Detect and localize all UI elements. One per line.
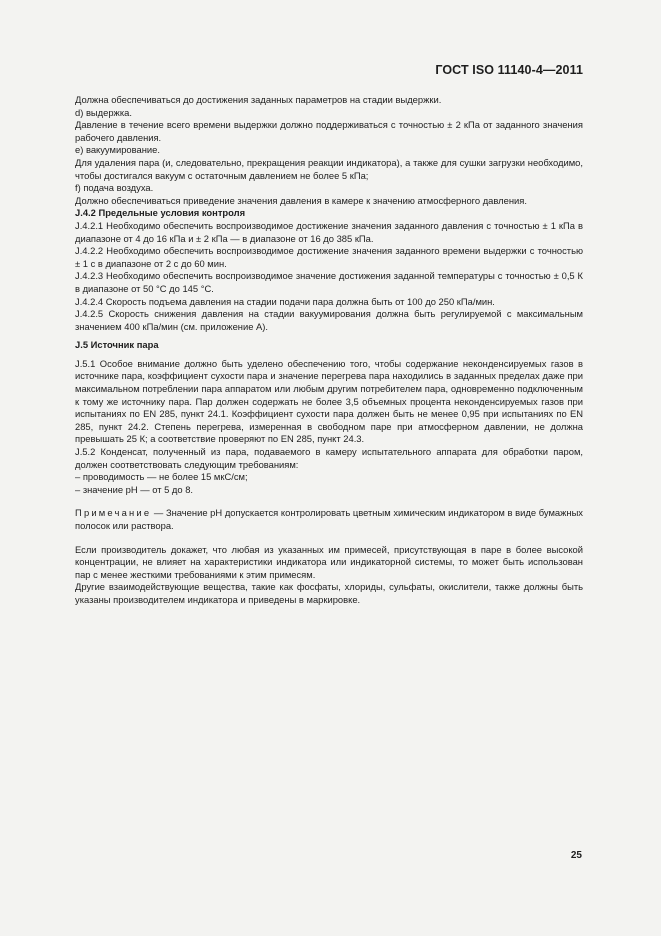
list-item-conductivity: – проводимость — не более 15 мкС/см; [75,471,248,483]
paragraph: Если производитель докажет, что любая из указанных им примесей, присутствующая в паре в более высокой концентрации, не влияет на характеристики индикатора или индикаторной системы, то может быть использован пар с менее жесткими требованиями к этим примесям. [75,543,583,580]
clause-j421: J.4.2.1 Необходимо обеспечить воспроизводимое достижение значения заданного давления с точностью ± 1 кПа в диапазоне от 4 до 16 кПа и ± 2 кПа — в диапазоне от 16 до 385 кПа. [75,219,583,244]
note-text: — Значение pH допускается контролировать цветным химическим индикатором в виде бумажных полосок или раствора. [75,507,583,531]
document-body [75,94,583,607]
list-item-d: d) выдержка. [75,106,132,118]
paragraph: Для удаления пара (и, следовательно, прекращения реакции индикатора), а также для сушки загрузки необходимо, чтобы достигался вакуум с остаточным давлением не более 5 кПа; [75,156,583,181]
paragraph: Должна обеспечиваться до достижения заданных параметров на стадии выдержки. [75,94,442,105]
list-item-f: f) подача воздуха. [75,182,154,194]
section-heading-j42: J.4.2 Предельные условия контроля [75,207,246,219]
list-item-e: e) вакуумирование. [75,144,160,156]
clause-j423: J.4.2.3 Необходимо обеспечить воспроизводимое значение достижения заданной температуры с точностью ± 0,5 К в диапазоне от 50 °С до 145 °С. [75,270,583,294]
note [75,507,583,532]
clause-j51: J.5.1 Особое внимание должно быть уделено обеспечению того, чтобы содержание неконденсируемых газов в источнике пара, коэффициент сухости пара и значение перегрева пара находились в заданных пределах даже при максимальном потреблении пара аппаратом или любым другим потребителем пара, одновременно подключенным к тому же источнику пара. Пар должен содержать не более 3,5 объемных процента неконденсируемых газов при испытаниях по EN 285, пункт 24.1. Коэффициент сухости пара должен быть не менее 0,95 при испытаниях по EN 285, пункт 24.2. Степень перегрева, измеренная в свободном паре при атмосферном давлении, не должна превышать 25 К; а соответствие проверяют по EN 285, пункт 24.3. [75,357,583,445]
document-header: ГОСТ ISO 11140-4—2011 [435,63,583,77]
section-heading-j5: J.5 Источник пара [75,339,159,351]
paragraph: Другие взаимодействующие вещества, такие как фосфаты, хлориды, сульфаты, окислители, также должны быть указаны производителем индикатора и приведены в маркировке. [75,581,583,605]
list-item-ph: – значение pH — от 5 до 8. [75,483,194,495]
clause-j425: J.4.2.5 Скорость снижения давления на стадии вакуумирования должна быть регулируемой с максимальным значением 400 кПа/мин (см. приложение А). [75,308,583,332]
page-number: 25 [570,850,582,861]
paragraph: Должно обеспечиваться приведение значения давления в камере к значению атмосферного давления. [75,194,527,206]
clause-j52: J.5.2 Конденсат, полученный из пара, подаваемого в камеру испытательного аппарата для обработки паром, должен соответствовать следующим требованиям: [75,446,583,470]
clause-j422: J.4.2.2 Необходимо обеспечить воспроизводимое достижение значения заданного времени выдержки с точностью ± 1 с в диапазоне от 2 с до 60 мин. [75,245,583,269]
note-label: Примечание [75,507,152,519]
clause-j424: J.4.2.4 Скорость подъема давления на стадии подачи пара должна быть от 100 до 250 кПа/мин. [75,295,495,307]
paragraph: Давление в течение всего времени выдержки должно поддерживаться с точностью ± 2 кПа от заданного значения рабочего давления. [75,119,583,143]
